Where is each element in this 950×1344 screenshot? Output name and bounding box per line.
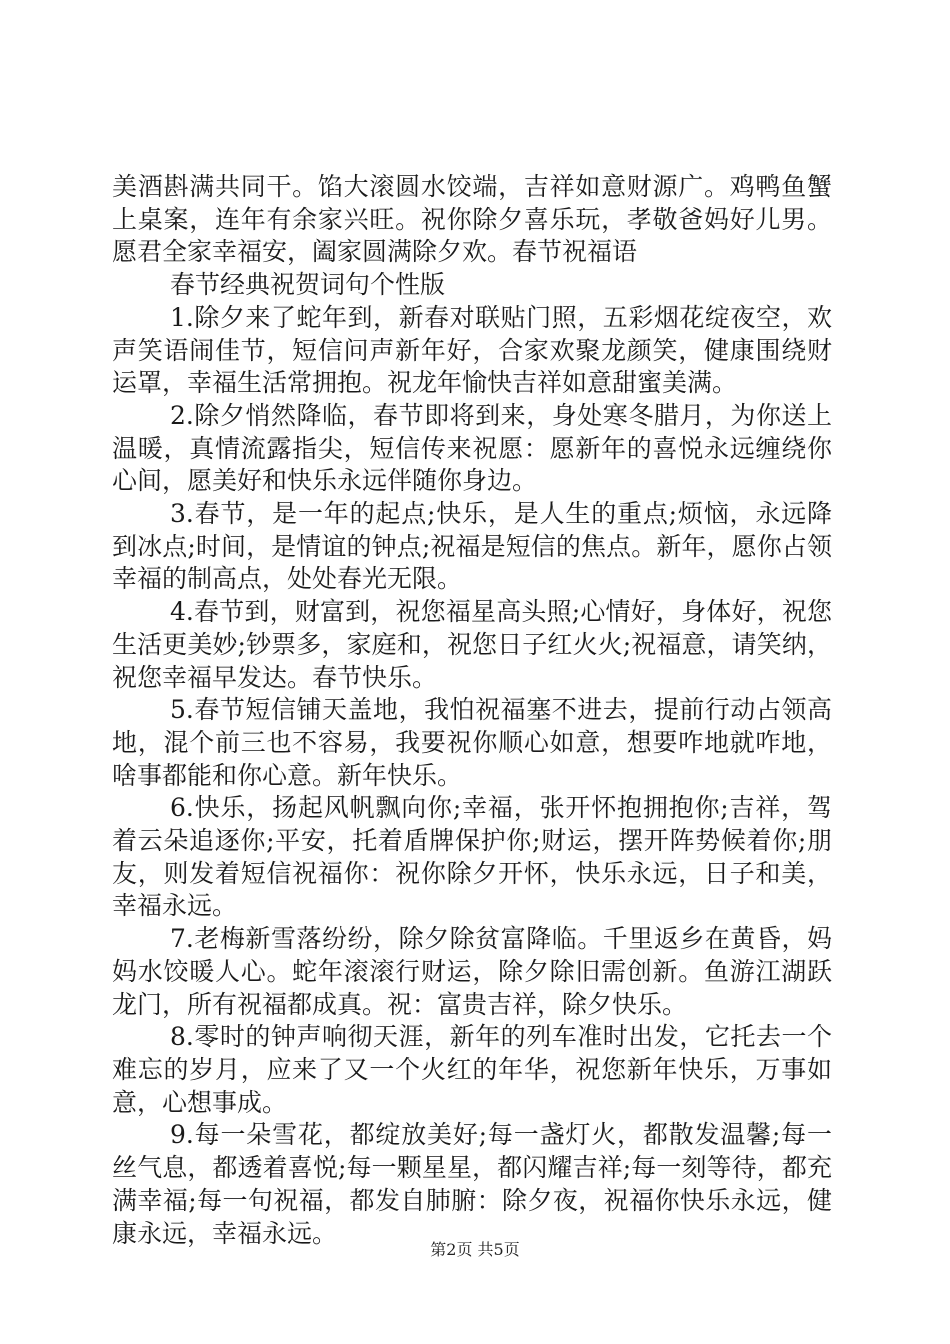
page-number-footer: 第2页 共5页 [430, 1240, 520, 1259]
paragraph-item-6: 6.快乐，扬起风帆飘向你;幸福，张开怀抱拥抱你;吉祥，驾着云朵追逐你;平安，托着盾牌保护你;财运，摆开阵势候着你;朋友，则发着短信祝福你：祝你除夕开怀，快乐永远，日子和美，幸福永远。 [112, 793, 832, 921]
paragraph-continuation: 美酒斟满共同干。馅大滚圆水饺端，吉祥如意财源广。鸡鸭鱼蟹上桌案，连年有余家兴旺。祝你除夕喜乐玩，孝敬爸妈好儿男。愿君全家幸福安，阖家圆满除夕欢。春节祝福语 [112, 172, 832, 267]
paragraph-item-1: 1.除夕来了蛇年到，新春对联贴门照，五彩烟花绽夜空，欢声笑语闹佳节，短信问声新年好，合家欢聚龙颜笑，健康围绕财运罩，幸福生活常拥抱。祝龙年愉快吉祥如意甜蜜美满。 [112, 302, 832, 398]
paragraph-item-2: 2.除夕悄然降临，春节即将到来，身处寒冬腊月，为你送上温暖，真情流露指尖，短信传来祝愿：愿新年的喜悦永远缠绕你心间，愿美好和快乐永远伴随你身边。 [112, 400, 832, 496]
paragraph-item-4: 4.春节到，财富到，祝您福星高头照;心情好，身体好，祝您生活更美妙;钞票多，家庭和，祝您日子红火火;祝福意，请笑纳，祝您幸福早发达。春节快乐。 [112, 597, 832, 692]
paragraph-item-9: 9.每一朵雪花，都绽放美好;每一盏灯火，都散发温馨;每一丝气息，都透着喜悦;每一颗星星，都闪耀吉祥;每一刻等待，都充满幸福;每一句祝福，都发自肺腑：除夕夜，祝福你快乐永远，健康永远，幸福永远。 [112, 1120, 832, 1248]
paragraph-item-7: 7.老梅新雪落纷纷，除夕除贫富降临。千里返乡在黄昏，妈妈水饺暖人心。蛇年滚滚行财运，除夕除旧需创新。鱼游江湖跃龙门，所有祝福都成真。祝：富贵吉祥，除夕快乐。 [112, 924, 832, 1019]
document-body [112, 171, 832, 1250]
paragraph-item-5: 5.春节短信铺天盖地，我怕祝福塞不进去，提前行动占领高地，混个前三也不容易，我要祝你顺心如意，想要咋地就咋地，啥事都能和你心意。新年快乐。 [112, 695, 832, 790]
section-heading: 春节经典祝贺词句个性版 [170, 270, 446, 300]
paragraph-item-3: 3.春节，是一年的起点;快乐，是人生的重点;烦恼，永远降到冰点;时间，是情谊的钟点;祝福是短信的焦点。新年，愿你占领幸福的制高点，处处春光无限。 [112, 499, 832, 594]
paragraph-item-8: 8.零时的钟声响彻天涯，新年的列车准时出发，它托去一个难忘的岁月，应来了又一个火红的年华，祝您新年快乐，万事如意，心想事成。 [112, 1022, 832, 1117]
